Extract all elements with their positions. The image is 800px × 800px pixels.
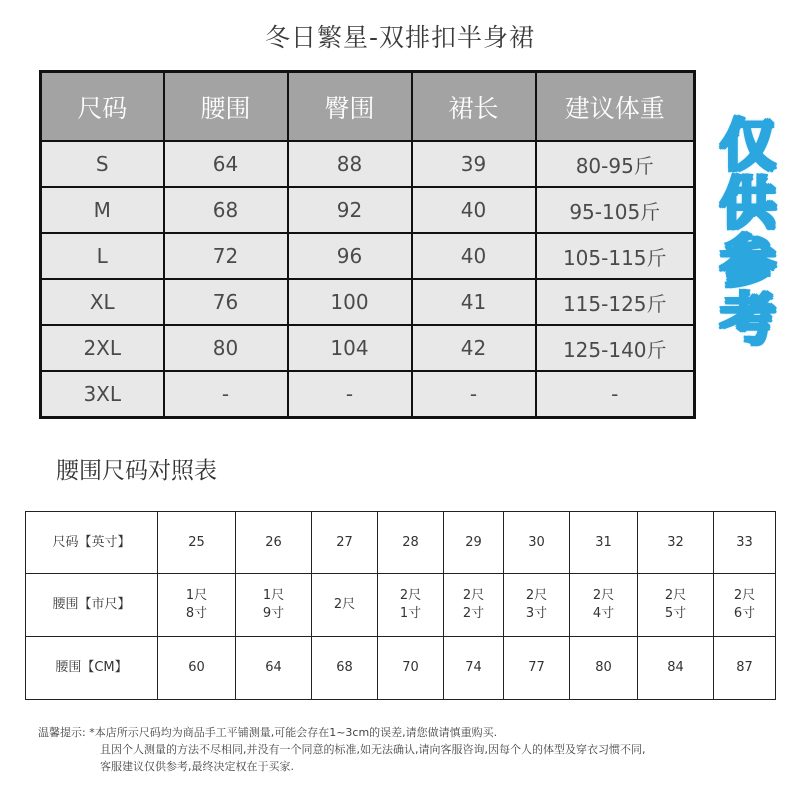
waist-cell-line: 2尺 (733, 588, 756, 603)
size-cell: - (536, 371, 695, 418)
waist-row (26, 574, 776, 637)
size-cell: 100 (288, 279, 412, 325)
size-cell: 96 (288, 233, 412, 279)
waist-cell-line: 84 (667, 660, 684, 675)
waist-cell (570, 637, 638, 700)
waist-cell-line: 70 (402, 660, 419, 675)
waist-cell-line: 2尺 (525, 588, 548, 603)
size-cell: XL (41, 279, 164, 325)
header-waist: 腰围 (164, 72, 288, 142)
waist-cell (312, 637, 378, 700)
waist-cell-line: 26 (265, 534, 282, 550)
waist-cell (504, 637, 570, 700)
size-cell: - (164, 371, 288, 418)
size-row (41, 141, 695, 187)
waist-cell (236, 512, 312, 574)
waist-cell (504, 512, 570, 574)
waist-cell (444, 637, 504, 700)
notice-line: 客服建议仅供参考,最终决定权在于买家. (100, 760, 294, 773)
waist-cell-line: 80 (595, 660, 612, 675)
side-note-char: 仅 (720, 114, 776, 179)
size-cell: 76 (164, 279, 288, 325)
waist-cell-line: 5寸 (664, 606, 687, 621)
waist-cell (312, 512, 378, 574)
waist-cell (312, 574, 378, 637)
size-cell: 40 (412, 187, 536, 233)
size-cell: 64 (164, 141, 288, 187)
size-table (39, 70, 696, 419)
size-cell: 88 (288, 141, 412, 187)
waist-cell-line: 8寸 (185, 606, 208, 621)
waist-cell (504, 574, 570, 637)
waist-cell-line: 77 (528, 660, 545, 675)
waist-cell (378, 574, 444, 637)
waist-cell-line: 2尺 (462, 588, 485, 603)
waist-cell (236, 637, 312, 700)
waist-cell (236, 574, 312, 637)
size-cell: 104 (288, 325, 412, 371)
waist-cell-line: 60 (188, 660, 205, 675)
waist-cell-line: 33 (736, 534, 753, 550)
waist-row (26, 512, 776, 574)
waist-cell-line: 3寸 (525, 606, 548, 621)
notice-line: 且因个人测量的方法不尽相同,并没有一个同意的标准,如无法确认,请向客服咨询,因每个人的体型及穿衣习惯不同, (100, 743, 646, 756)
size-cell: S (41, 141, 164, 187)
waist-cell (570, 512, 638, 574)
size-cell: 80 (164, 325, 288, 371)
size-cell: 40 (412, 233, 536, 279)
size-cell: 115-125斤 (536, 279, 695, 325)
size-cell: 92 (288, 187, 412, 233)
waist-row-label: 尺码【英寸】 (26, 512, 158, 574)
waist-cell (638, 637, 714, 700)
waist-cell-line: 27 (336, 534, 353, 550)
waist-cell-line: 32 (667, 534, 684, 550)
size-row (41, 233, 695, 279)
size-cell: 2XL (41, 325, 164, 371)
size-cell: 105-115斤 (536, 233, 695, 279)
waist-cell (570, 574, 638, 637)
size-cell: - (412, 371, 536, 418)
size-cell: 3XL (41, 371, 164, 418)
waist-cell (638, 574, 714, 637)
side-note-char: 供 (720, 172, 776, 237)
waist-cell (714, 574, 776, 637)
waist-cell-line: 30 (528, 534, 545, 550)
side-note-char: 考 (720, 288, 776, 353)
waist-cell-line: 2尺 (592, 588, 615, 603)
waist-cell-line: 6寸 (733, 606, 756, 621)
size-cell: 125-140斤 (536, 325, 695, 371)
waist-cell (378, 512, 444, 574)
waist-cell-line: 87 (736, 660, 753, 675)
waist-row (26, 637, 776, 700)
size-cell: L (41, 233, 164, 279)
size-cell: 95-105斤 (536, 187, 695, 233)
size-row (41, 279, 695, 325)
waist-cell-line: 25 (188, 534, 205, 550)
waist-cell (444, 574, 504, 637)
waist-cell-line: 1寸 (399, 606, 422, 621)
size-cell: 39 (412, 141, 536, 187)
size-cell: 68 (164, 187, 288, 233)
waist-cell-line: 74 (465, 660, 482, 675)
header-size: 尺码 (41, 72, 164, 142)
notice-line: 温馨提示: *本店所示尺码均为商品手工平铺测量,可能会存在1~3cm的误差,请您做请慎重购买. (38, 726, 498, 739)
size-cell: 42 (412, 325, 536, 371)
waist-cell (158, 512, 236, 574)
notice-text (38, 724, 778, 775)
waist-cell (378, 637, 444, 700)
waist-cell-line: 1尺 (185, 588, 208, 603)
size-row (41, 325, 695, 371)
size-row (41, 187, 695, 233)
waist-cell (158, 574, 236, 637)
reference-only-note (716, 114, 780, 353)
waist-chart-title: 腰围尺码对照表 (56, 458, 217, 484)
waist-cell-line: 2尺 (333, 597, 356, 612)
waist-row-label: 腰围【CM】 (26, 637, 158, 700)
waist-cell-line: 9寸 (262, 606, 285, 621)
waist-cell-line: 29 (465, 534, 482, 550)
waist-cell (714, 637, 776, 700)
size-row (41, 371, 695, 418)
side-note-char: 参 (720, 230, 776, 295)
header-hip: 臀围 (288, 72, 412, 142)
waist-cell (714, 512, 776, 574)
size-table-header-row (41, 72, 695, 142)
waist-conversion-table (25, 511, 776, 700)
waist-cell-line: 2尺 (664, 588, 687, 603)
waist-cell-line: 31 (595, 534, 612, 550)
waist-cell-line: 68 (336, 660, 353, 675)
header-length: 裙长 (412, 72, 536, 142)
size-cell: - (288, 371, 412, 418)
waist-cell-line: 64 (265, 660, 282, 675)
size-cell: 72 (164, 233, 288, 279)
waist-cell-line: 1尺 (262, 588, 285, 603)
waist-cell (444, 512, 504, 574)
waist-cell-line: 2寸 (462, 606, 485, 621)
waist-cell-line: 28 (402, 534, 419, 550)
header-weight: 建议体重 (536, 72, 695, 142)
size-cell: 80-95斤 (536, 141, 695, 187)
waist-cell (638, 512, 714, 574)
waist-cell-line: 2尺 (399, 588, 422, 603)
waist-cell (158, 637, 236, 700)
page-title: 冬日繁星-双排扣半身裙 (264, 23, 536, 52)
size-cell: M (41, 187, 164, 233)
waist-row-label: 腰围【市尺】 (26, 574, 158, 637)
waist-cell-line: 4寸 (592, 606, 615, 621)
size-cell: 41 (412, 279, 536, 325)
